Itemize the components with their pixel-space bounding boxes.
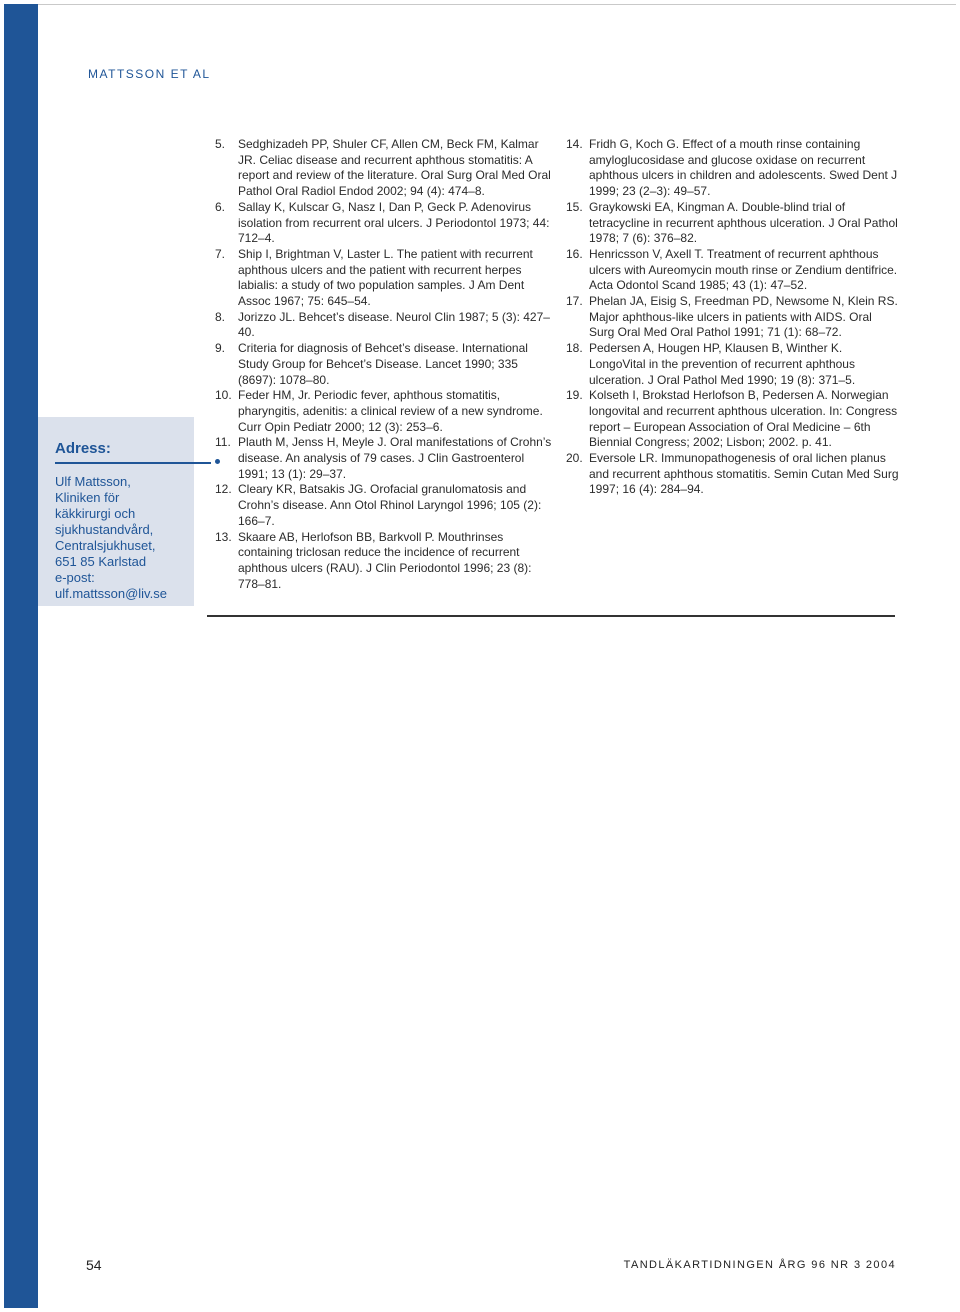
reference-item: [215, 435, 555, 482]
reference-text: Phelan JA, Eisig S, Freedman PD, Newsome N, Klein RS. Major aphthous-like ulcers in patients with AIDS. Oral Surg Oral Med Oral Pathol 1991; 71 (1): 68–72.: [589, 294, 898, 340]
reference-item: [215, 137, 555, 200]
reference-item: [215, 530, 555, 593]
reference-number: 13.: [215, 529, 232, 544]
reference-number: 18.: [566, 341, 583, 356]
reference-text: Fridh G, Koch G. Effect of a mouth rinse containing amyloglucosidase and glucose oxidase on recurrent aphthous ulcers in children and adolescents. Swed Dent J 1999; 23 (2–3): 49–57.: [589, 137, 898, 199]
reference-number: 15.: [566, 199, 583, 214]
reference-item: [215, 247, 555, 310]
reference-item: [566, 451, 900, 498]
reference-item: [566, 294, 900, 341]
address-line: 651 85 Karlstad: [55, 554, 147, 569]
reference-number: 9.: [215, 341, 226, 356]
left-accent-bar: [4, 4, 38, 1308]
reference-item: [566, 388, 900, 451]
reference-text: Graykowski EA, Kingman A. Double-blind trial of tetracycline in recurrent aphthous ulceration. J Oral Pathol 1978; 7 (6): 376–82.: [589, 199, 898, 246]
reference-number: 12.: [215, 482, 232, 497]
journal-footer: TANDLÄKARTIDNINGEN ÅRG 96 NR 3 2004: [623, 1259, 896, 1271]
address-email[interactable]: ulf.mattsson@liv.se: [55, 586, 167, 601]
address-box: [38, 417, 194, 606]
running-head: MATTSSON ET AL: [88, 67, 211, 81]
reference-item: [215, 341, 555, 388]
reference-text: Feder HM, Jr. Periodic fever, aphthous stomatitis, pharyngitis, adenitis: a clinical review of a new syndrome. Curr Opin Pediatr 2000; 12 (3): 253–6.: [238, 388, 543, 434]
address-line: e-post:: [55, 570, 95, 585]
reference-item: [215, 388, 555, 435]
reference-number: 17.: [566, 294, 583, 309]
reference-text: Criteria for diagnosis of Behcet’s disease. International Study Group for Behcet’s Disease. Lancet 1990; 335 (8697): 1078–80.: [238, 341, 528, 387]
reference-item: [215, 310, 555, 341]
reference-text: Henricsson V, Axell T. Treatment of recurrent aphthous ulcers with Aureomycin mouth rinse or Zendium dentifrice. Acta Odontol Scand 1985; 43 (1): 47–52.: [589, 246, 898, 293]
reference-item: [566, 341, 900, 388]
reference-number: 11.: [215, 435, 231, 450]
reference-text: Skaare AB, Herlofson BB, Barkvoll P. Mouthrinses containing triclosan reduce the incidence of recurrent aphthous ulcers (RAU). J Clin Periodontol 1996; 23 (8): 778–81.: [238, 529, 532, 591]
address-title: Adress:: [55, 440, 111, 457]
reference-text: Kolseth I, Brokstad Herlofson B, Pedersen A. Norwegian longovital and recurrent aphthous ulceration. In: Congress report – European Association of Oral Medicine – 6th Biennial Congress; 2002; Lisbon; 2002. p. 41.: [589, 388, 898, 450]
page-number: 54: [86, 1257, 102, 1273]
reference-text: Sallay K, Kulscar G, Nasz I, Dan P, Geck P. Adenovirus isolation from recurrent oral ulcers. J Periodontol 1973; 44: 712–4.: [238, 199, 550, 246]
address-line: Centralsjukhuset,: [55, 538, 156, 553]
reference-item: [566, 137, 900, 200]
reference-text: Sedghizadeh PP, Shuler CF, Allen CM, Beck FM, Kalmar JR. Celiac disease and recurrent aphthous stomatitis: A report and review of the literature. Oral Surg Oral Med Oral Pathol Oral Radiol Endod 2002; 94 (4): 474–8.: [238, 137, 551, 199]
reference-number: 5.: [215, 137, 226, 151]
header-rule: [38, 4, 956, 5]
reference-text: Cleary KR, Batsakis JG. Orofacial granulomatosis and Crohn’s disease. Ann Otol Rhinol Laryngol 1996; 105 (2): 166–7.: [238, 482, 542, 528]
reference-list-right: [566, 137, 900, 498]
reference-number: 8.: [215, 309, 226, 324]
reference-item: [215, 482, 555, 529]
address-line: käkkirurgi och: [55, 506, 136, 521]
reference-number: 7.: [215, 246, 226, 261]
reference-text: Plauth M, Jenss H, Meyle J. Oral manifestations of Crohn’s disease. An analysis of 79 cases. J Clin Gastroenterol 1991; 13 (1): 29–37.: [238, 435, 552, 481]
address-line: Kliniken för: [55, 490, 120, 505]
reference-item: [215, 200, 555, 247]
reference-number: 10.: [215, 388, 232, 403]
reference-item: [566, 247, 900, 294]
reference-text: Ship I, Brightman V, Laster L. The patient with recurrent aphthous ulcers and the patient with recurrent herpes labialis: a study of two population samples. J Am Dent Assoc 1967; 75: 645–54.: [238, 246, 533, 309]
reference-number: 19.: [566, 388, 583, 403]
reference-number: 14.: [566, 137, 583, 151]
reference-number: 20.: [566, 451, 583, 466]
address-line: sjukhustandvård,: [55, 522, 154, 537]
address-line: Ulf Mattsson,: [55, 474, 131, 489]
address-lines: [55, 474, 167, 602]
reference-text: Eversole LR. Immunopathogenesis of oral lichen planus and recurrent aphthous stomatitis. Semin Cutan Med Surg 1997; 16 (4): 284–94.: [589, 451, 899, 497]
reference-text: Pedersen A, Hougen HP, Klausen B, Winther K. LongoVital in the prevention of recurrent aphthous ulceration. J Oral Pathol Med 1990; 19 (8): 371–5.: [589, 341, 856, 387]
reference-text: Jorizzo JL. Behcet’s disease. Neurol Clin 1987; 5 (3): 427–40.: [238, 309, 550, 340]
reference-list-left: [215, 137, 555, 592]
reference-number: 16.: [566, 246, 583, 261]
address-rule: [55, 462, 211, 464]
column-end-rule: [207, 615, 895, 617]
reference-number: 6.: [215, 199, 226, 214]
reference-item: [566, 200, 900, 247]
